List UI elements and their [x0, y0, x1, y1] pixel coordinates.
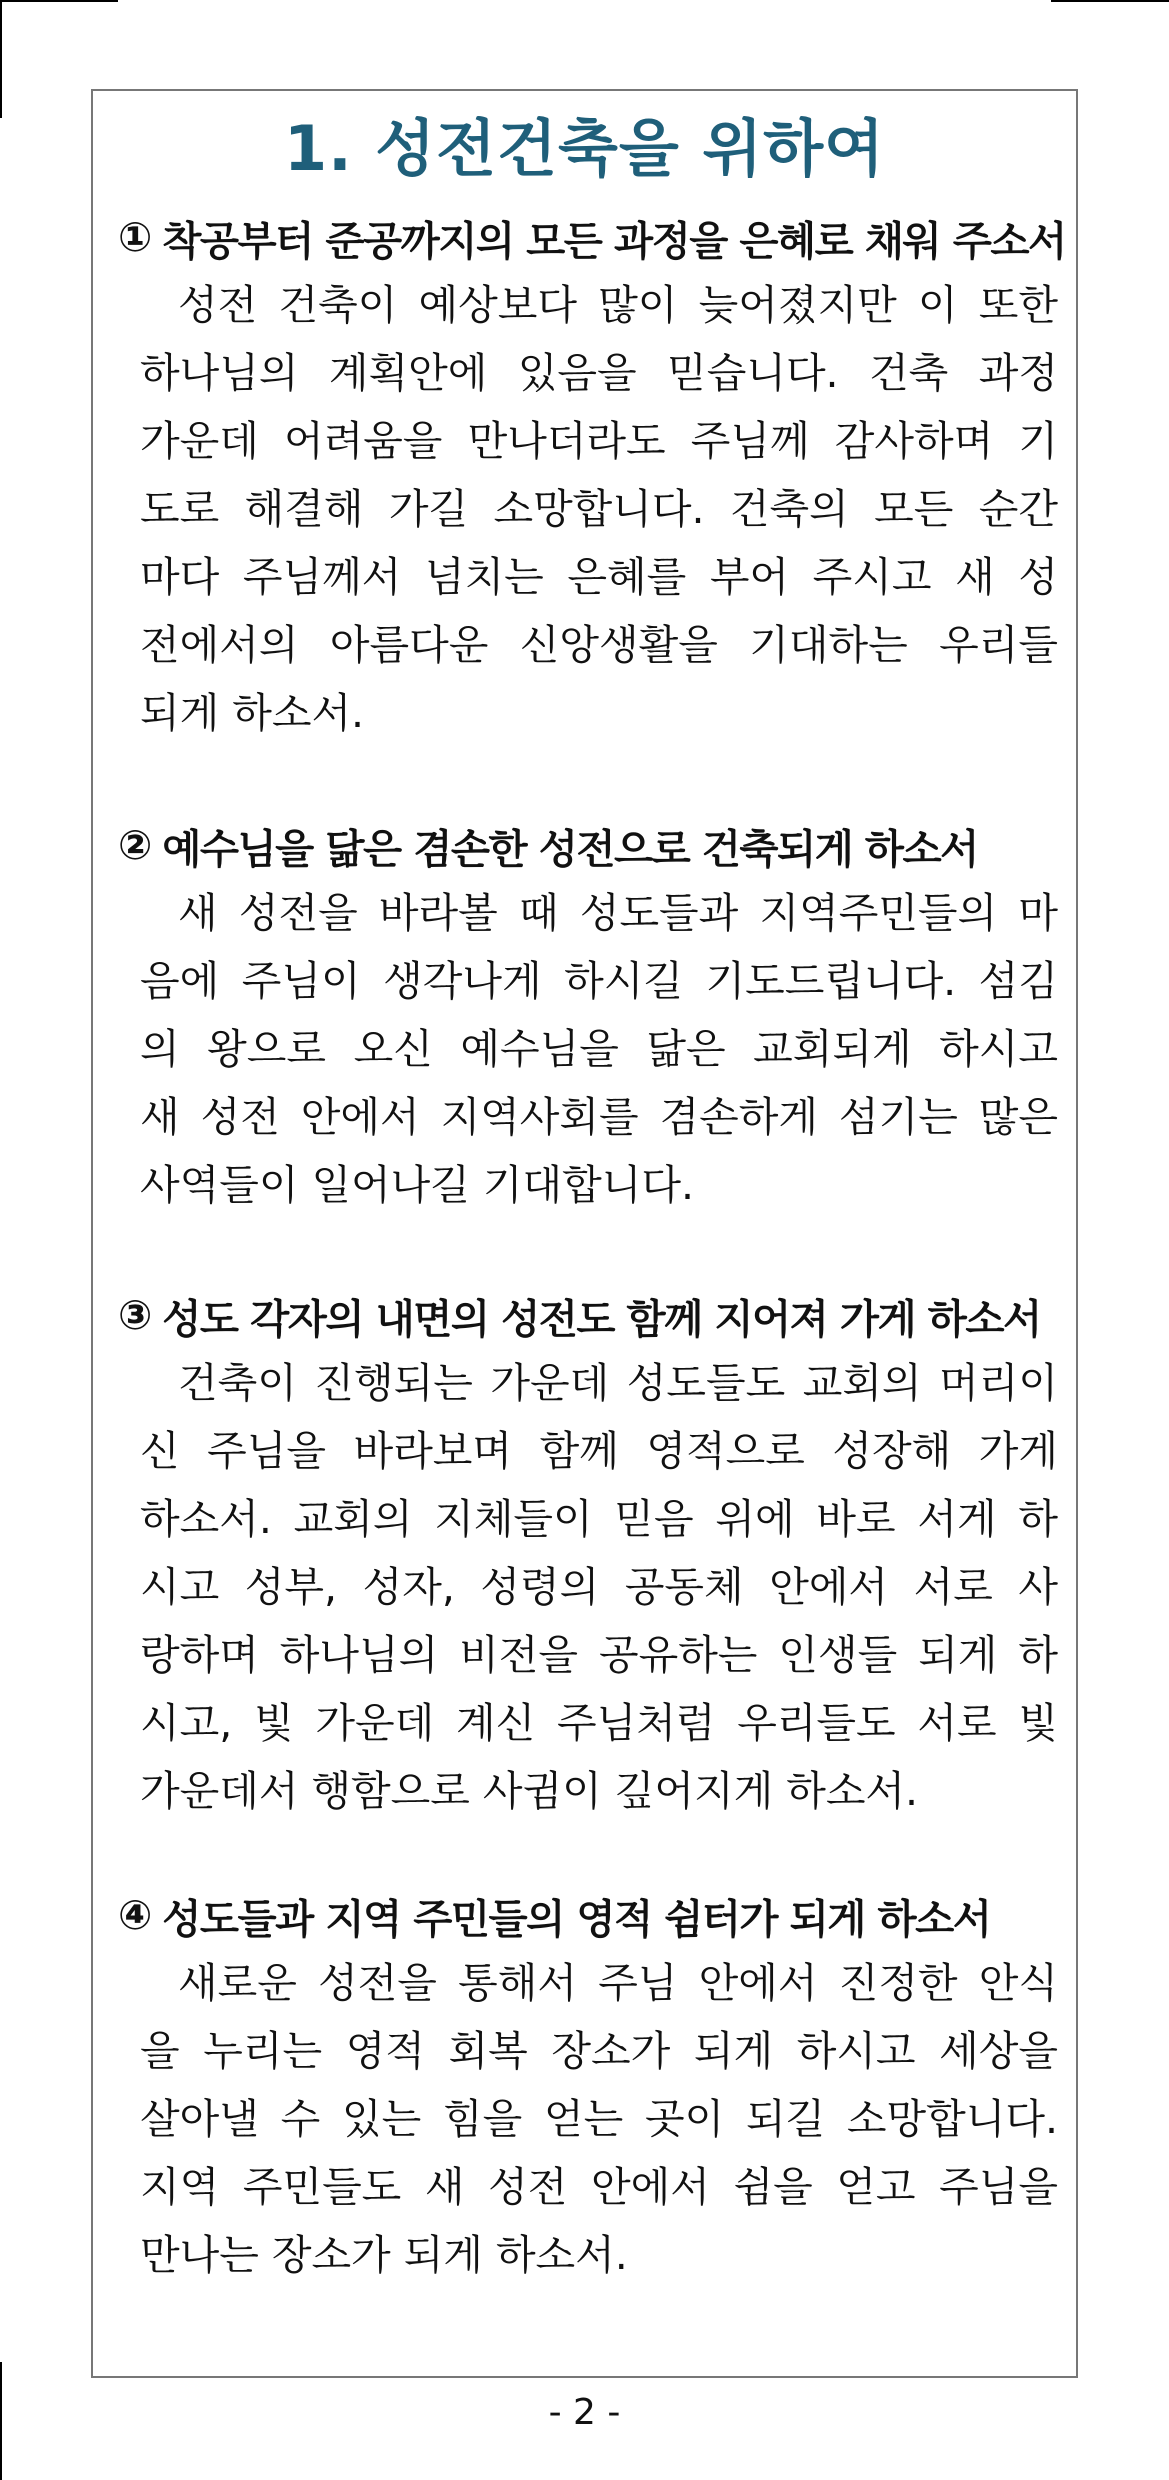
- body-line: 하소서. 교회의 지체들이 믿음 위에 바로 서게 하: [140, 1495, 1058, 1543]
- section-heading: [118, 811, 1058, 879]
- body-line: 랑하며 하나님의 비전을 공유하는 인생들 되게 하: [140, 1631, 1058, 1679]
- prayer-section-1: [118, 203, 1066, 747]
- section-heading-text: 착공부터 준공까지의 모든 과정을 은혜로 채워 주소서: [162, 216, 1066, 265]
- body-line: 시고, 빛 가운데 계신 주님처럼 우리들도 서로 빛: [140, 1699, 1058, 1747]
- body-line: 만나는 장소가 되게 하소서.: [140, 2231, 628, 2279]
- section-number: ②: [118, 821, 153, 869]
- section-number: ①: [118, 213, 153, 261]
- body-line: 되게 하소서.: [140, 689, 365, 737]
- body-line: 지역 주민들도 새 성전 안에서 쉼을 얻고 주님을: [140, 2163, 1058, 2211]
- body-line: 음에 주님이 생각나게 하시길 기도드립니다. 섬김: [140, 957, 1058, 1005]
- body-line: 성전 건축이 예상보다 많이 늦어졌지만 이 또한: [178, 281, 1058, 329]
- content-frame: [91, 89, 1078, 2378]
- body-line: 시고 성부, 성자, 성령의 공동체 안에서 서로 사: [140, 1563, 1058, 1611]
- section-heading-text: 성도 각자의 내면의 성전도 함께 지어져 가게 하소서: [162, 1294, 1041, 1343]
- section-heading-text: 성도들과 지역 주민들의 영적 쉼터가 되게 하소서: [162, 1894, 991, 1943]
- body-line: 가운데 어려움을 만나더라도 주님께 감사하며 기: [140, 417, 1058, 465]
- body-line: 살아낼 수 있는 힘을 얻는 곳이 되길 소망합니다.: [140, 2095, 1058, 2143]
- body-line: 새로운 성전을 통해서 주님 안에서 진정한 안식: [178, 1959, 1058, 2007]
- prayer-section-3: [118, 1281, 1058, 1825]
- section-heading: [118, 1881, 1058, 1949]
- prayer-section-2: [118, 811, 1058, 1219]
- body-line: 건축이 진행되는 가운데 성도들도 교회의 머리이: [178, 1359, 1058, 1407]
- body-line: 도로 해결해 가길 소망합니다. 건축의 모든 순간: [140, 485, 1058, 533]
- section-heading-text: 예수님을 닮은 겸손한 성전으로 건축되게 하소서: [162, 824, 978, 873]
- section-number: ④: [118, 1891, 153, 1939]
- body-line: 새 성전 안에서 지역사회를 겸손하게 섬기는 많은: [140, 1093, 1058, 1141]
- page-number: - 2 -: [548, 2392, 621, 2433]
- body-line: 을 누리는 영적 회복 장소가 되게 하시고 세상을: [140, 2027, 1058, 2075]
- section-heading: [118, 203, 1066, 271]
- body-line: 하나님의 계획안에 있음을 믿습니다. 건축 과정: [140, 349, 1058, 397]
- body-line: 사역들이 일어나길 기대합니다.: [140, 1161, 694, 1209]
- section-number: ③: [118, 1291, 153, 1339]
- body-line: 가운데서 행함으로 사귐이 깊어지게 하소서.: [140, 1767, 919, 1815]
- prayer-section-4: [118, 1881, 1058, 2289]
- body-line: 전에서의 아름다운 신앙생활을 기대하는 우리들: [140, 621, 1058, 669]
- crop-mark-top-left-h: [0, 0, 118, 2]
- crop-mark-top-left-v: [0, 0, 2, 118]
- body-line: 신 주님을 바라보며 함께 영적으로 성장해 가게: [140, 1427, 1058, 1475]
- crop-mark-top-right-h: [1051, 0, 1169, 2]
- body-line: 마다 주님께서 넘치는 은혜를 부어 주시고 새 성: [140, 553, 1058, 601]
- section-heading: [118, 1281, 1058, 1349]
- body-line: 새 성전을 바라볼 때 성도들과 지역주민들의 마: [178, 889, 1058, 937]
- page-title: 1. 성전건축을 위하여: [284, 112, 885, 185]
- body-line: 의 왕으로 오신 예수님을 닮은 교회되게 하시고: [140, 1025, 1058, 1073]
